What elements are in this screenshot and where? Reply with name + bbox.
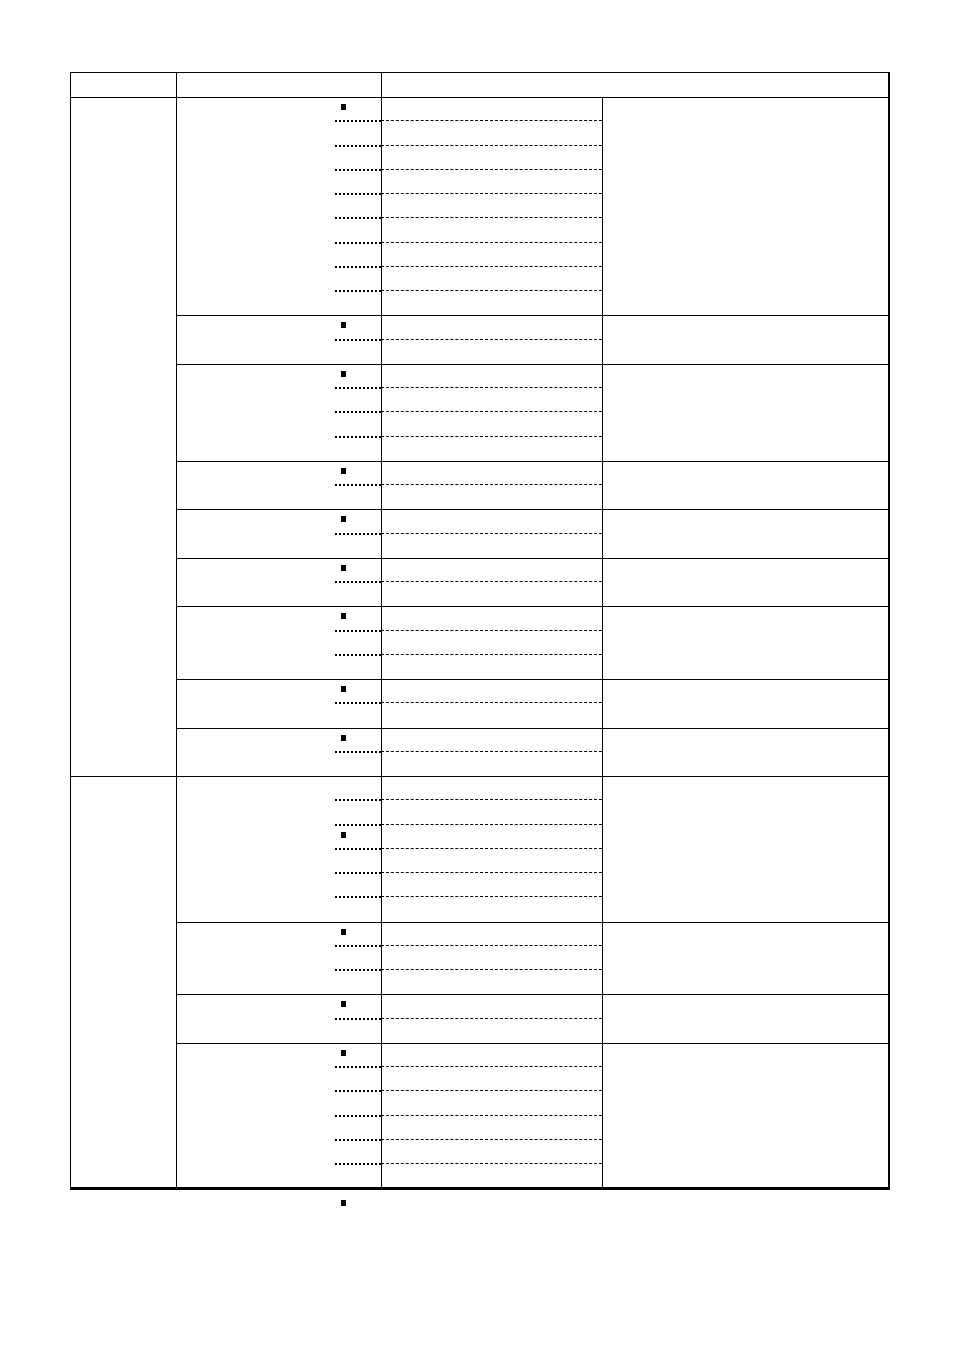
- row-divider-dotted: [335, 872, 381, 874]
- group-bottom-border: [176, 606, 888, 607]
- row-divider-dotted: [335, 193, 381, 195]
- group-bottom-border: [176, 461, 888, 462]
- row-divider-dotted: [335, 1115, 381, 1117]
- row-divider-dotted: [335, 969, 381, 971]
- row-divider-dashed: [381, 581, 602, 582]
- group-bottom-border: [176, 728, 888, 729]
- row-divider-dotted: [335, 120, 381, 122]
- row-divider-dotted: [335, 290, 381, 292]
- row-divider-dashed: [381, 945, 602, 946]
- bullet-marker: [341, 832, 346, 838]
- row-divider-dotted: [335, 217, 381, 219]
- bullet-marker: [341, 104, 346, 110]
- bullet-marker: [341, 468, 346, 474]
- row-divider-dashed: [381, 872, 602, 873]
- section-bottom-border: [70, 1187, 890, 1190]
- row-divider-dashed: [381, 387, 602, 388]
- row-divider-dotted: [335, 751, 381, 753]
- row-divider-dotted: [335, 945, 381, 947]
- group-bottom-border: [176, 922, 888, 923]
- row-divider-dashed: [381, 702, 602, 703]
- bullet-marker: [341, 613, 346, 619]
- col-category-divider: [176, 72, 177, 1188]
- table-left-border: [70, 72, 71, 1188]
- row-divider-dashed: [381, 266, 602, 267]
- row-divider-dotted: [335, 411, 381, 413]
- row-divider-dotted: [335, 799, 381, 801]
- row-divider-dashed: [381, 242, 602, 243]
- row-divider-dotted: [335, 1018, 381, 1020]
- row-divider-dashed: [381, 848, 602, 849]
- row-divider-dashed: [381, 411, 602, 412]
- bullet-marker: [341, 322, 346, 328]
- row-divider-dotted: [335, 242, 381, 244]
- row-divider-dashed: [381, 484, 602, 485]
- row-divider-dashed: [381, 120, 602, 121]
- bullet-marker: [341, 735, 346, 741]
- footnote-bullet: [341, 1200, 346, 1206]
- row-divider-dotted: [335, 581, 381, 583]
- bullet-marker: [341, 565, 346, 571]
- row-divider-dotted: [335, 387, 381, 389]
- row-divider-dashed: [381, 169, 602, 170]
- row-divider-dashed: [381, 896, 602, 897]
- row-divider-dotted: [335, 266, 381, 268]
- row-divider-dashed: [381, 1018, 602, 1019]
- row-divider-dotted: [335, 145, 381, 147]
- row-divider-dashed: [381, 436, 602, 437]
- row-divider-dashed: [381, 533, 602, 534]
- row-divider-dotted: [335, 848, 381, 850]
- row-divider-dotted: [335, 1066, 381, 1068]
- group-bottom-border: [176, 509, 888, 510]
- bullet-marker: [341, 516, 346, 522]
- row-divider-dotted: [335, 630, 381, 632]
- row-divider-dotted: [335, 654, 381, 656]
- row-divider-dashed: [381, 217, 602, 218]
- group-bottom-border: [176, 994, 888, 995]
- bullet-marker: [341, 371, 346, 377]
- row-divider-dashed: [381, 193, 602, 194]
- bullet-marker: [341, 1050, 346, 1056]
- row-divider-dotted: [335, 1163, 381, 1165]
- group-bottom-border: [176, 1043, 888, 1044]
- row-divider-dotted: [335, 533, 381, 535]
- row-divider-dotted: [335, 484, 381, 486]
- group-bottom-border: [176, 364, 888, 365]
- row-divider-dashed: [381, 630, 602, 631]
- col-item-divider: [381, 72, 382, 1188]
- row-divider-dashed: [381, 339, 602, 340]
- bullet-marker: [341, 1001, 346, 1007]
- row-divider-dashed: [381, 969, 602, 970]
- row-divider-dotted: [335, 824, 381, 826]
- group-bottom-border: [176, 315, 888, 316]
- group-bottom-border: [176, 558, 888, 559]
- row-divider-dashed: [381, 751, 602, 752]
- row-divider-dashed: [381, 145, 602, 146]
- row-divider-dashed: [381, 799, 602, 800]
- table-top-border: [70, 72, 888, 73]
- row-divider-dashed: [381, 654, 602, 655]
- row-divider-dashed: [381, 824, 602, 825]
- group-bottom-border: [176, 679, 888, 680]
- table-right-border: [888, 72, 890, 1189]
- header-bottom-border: [70, 97, 888, 98]
- bullet-marker: [341, 686, 346, 692]
- row-divider-dashed: [381, 1066, 602, 1067]
- row-divider-dotted: [335, 1090, 381, 1092]
- row-divider-dashed: [381, 1163, 602, 1164]
- row-divider-dashed: [381, 1139, 602, 1140]
- row-divider-dashed: [381, 1090, 602, 1091]
- row-divider-dotted: [335, 436, 381, 438]
- row-divider-dotted: [335, 169, 381, 171]
- row-divider-dotted: [335, 339, 381, 341]
- row-divider-dashed: [381, 290, 602, 291]
- row-divider-dashed: [381, 1115, 602, 1116]
- row-divider-dotted: [335, 1139, 381, 1141]
- row-divider-dotted: [335, 896, 381, 898]
- row-divider-dotted: [335, 702, 381, 704]
- section-bottom-border: [70, 776, 888, 777]
- bullet-marker: [341, 929, 346, 935]
- col-value-divider: [602, 97, 603, 1188]
